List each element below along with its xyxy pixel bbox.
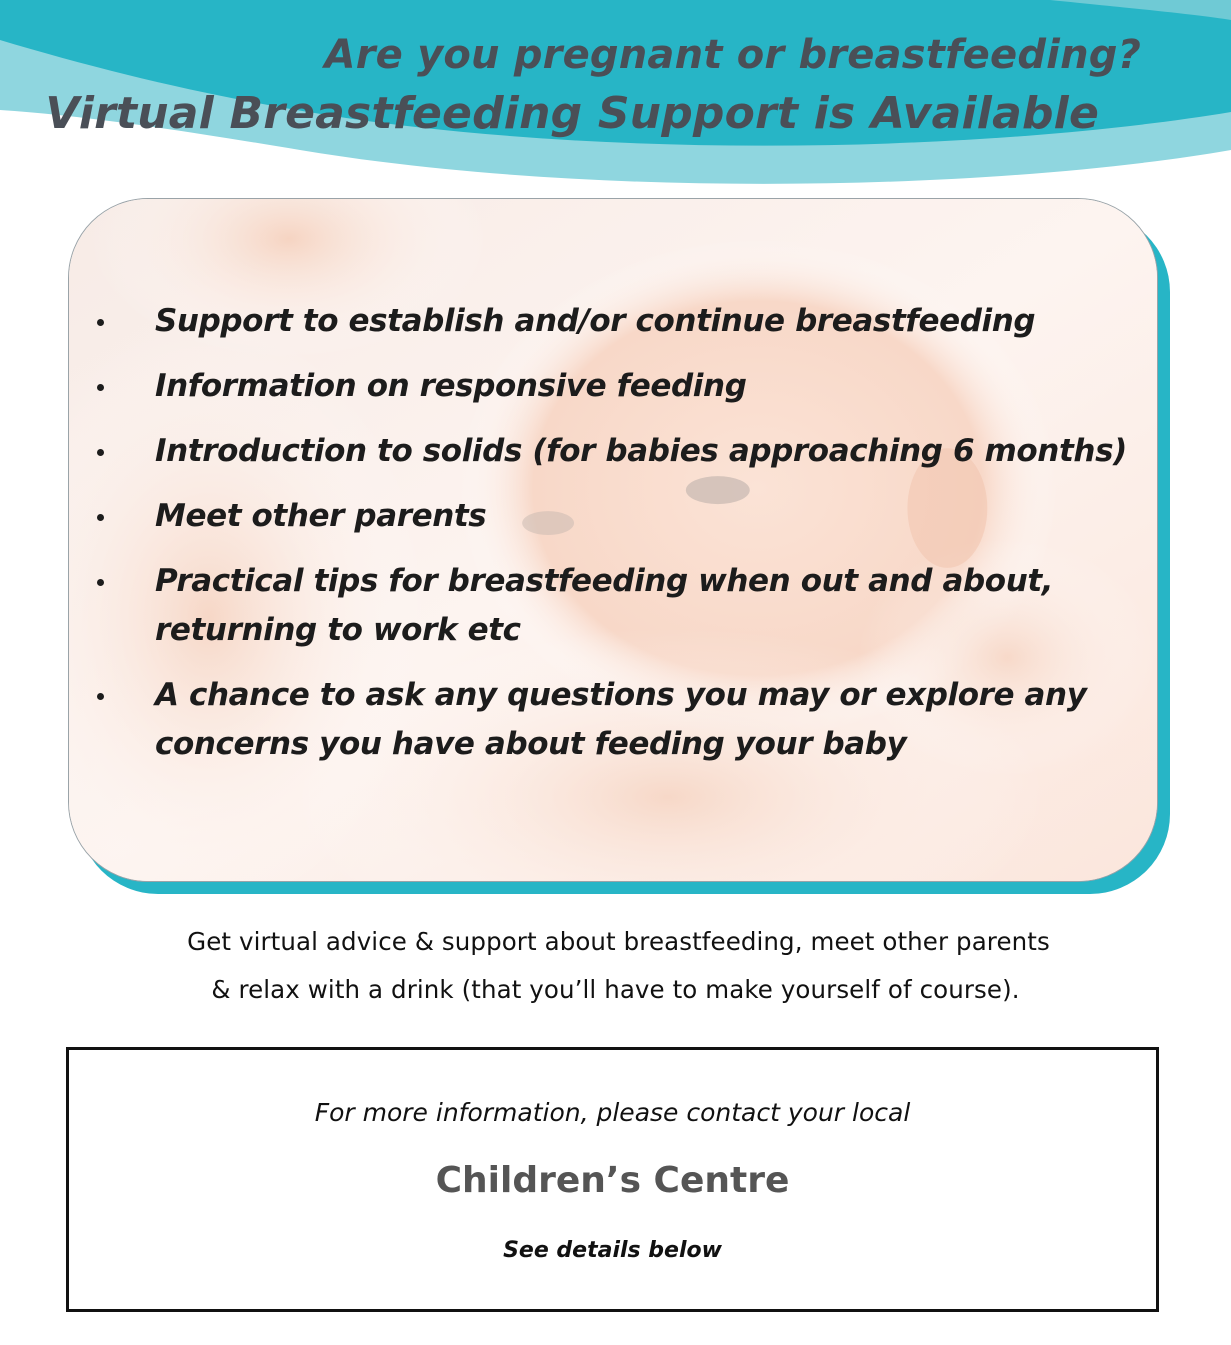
benefit-text: Practical tips for breastfeeding when out and about, [155, 563, 1054, 599]
contact-details-note: See details below [503, 1238, 722, 1263]
benefit-text-continued: returning to work etc [155, 612, 521, 648]
contact-intro: For more information, please contact your local [314, 1098, 911, 1127]
list-item [69, 492, 1149, 541]
page-title: Virtual Breastfeeding Support is Available [45, 88, 1099, 139]
bullet-icon [97, 319, 104, 326]
description-line: Get virtual advice & support about breastfeeding, meet other parents [187, 927, 1050, 956]
list-item [69, 671, 1149, 769]
bullet-icon [97, 449, 104, 456]
bullet-icon [97, 514, 104, 521]
list-item [69, 557, 1149, 655]
bullet-icon [97, 579, 104, 586]
list-item [69, 427, 1149, 476]
list-item [69, 362, 1149, 411]
question-heading: Are you pregnant or breastfeeding? [324, 32, 1141, 78]
list-item [69, 297, 1149, 346]
benefit-text: A chance to ask any questions you may or explore any [155, 677, 1087, 713]
benefit-text: Introduction to solids (for babies approaching 6 months) [155, 433, 1127, 469]
contact-box [66, 1047, 1159, 1312]
description-line: & relax with a drink (that you’ll have to make yourself of course). [211, 975, 1020, 1004]
benefits-card [68, 198, 1158, 882]
benefit-text: Information on responsive feeding [155, 368, 747, 404]
benefit-text-continued: concerns you have about feeding your baby [155, 726, 907, 762]
contact-centre-name: Children’s Centre [435, 1160, 790, 1201]
bullet-icon [97, 693, 104, 700]
benefit-text: Support to establish and/or continue breastfeeding [155, 303, 1036, 339]
benefit-text: Meet other parents [155, 498, 487, 534]
bullet-icon [97, 384, 104, 391]
description [0, 918, 1231, 1014]
benefits-list [69, 297, 1149, 785]
